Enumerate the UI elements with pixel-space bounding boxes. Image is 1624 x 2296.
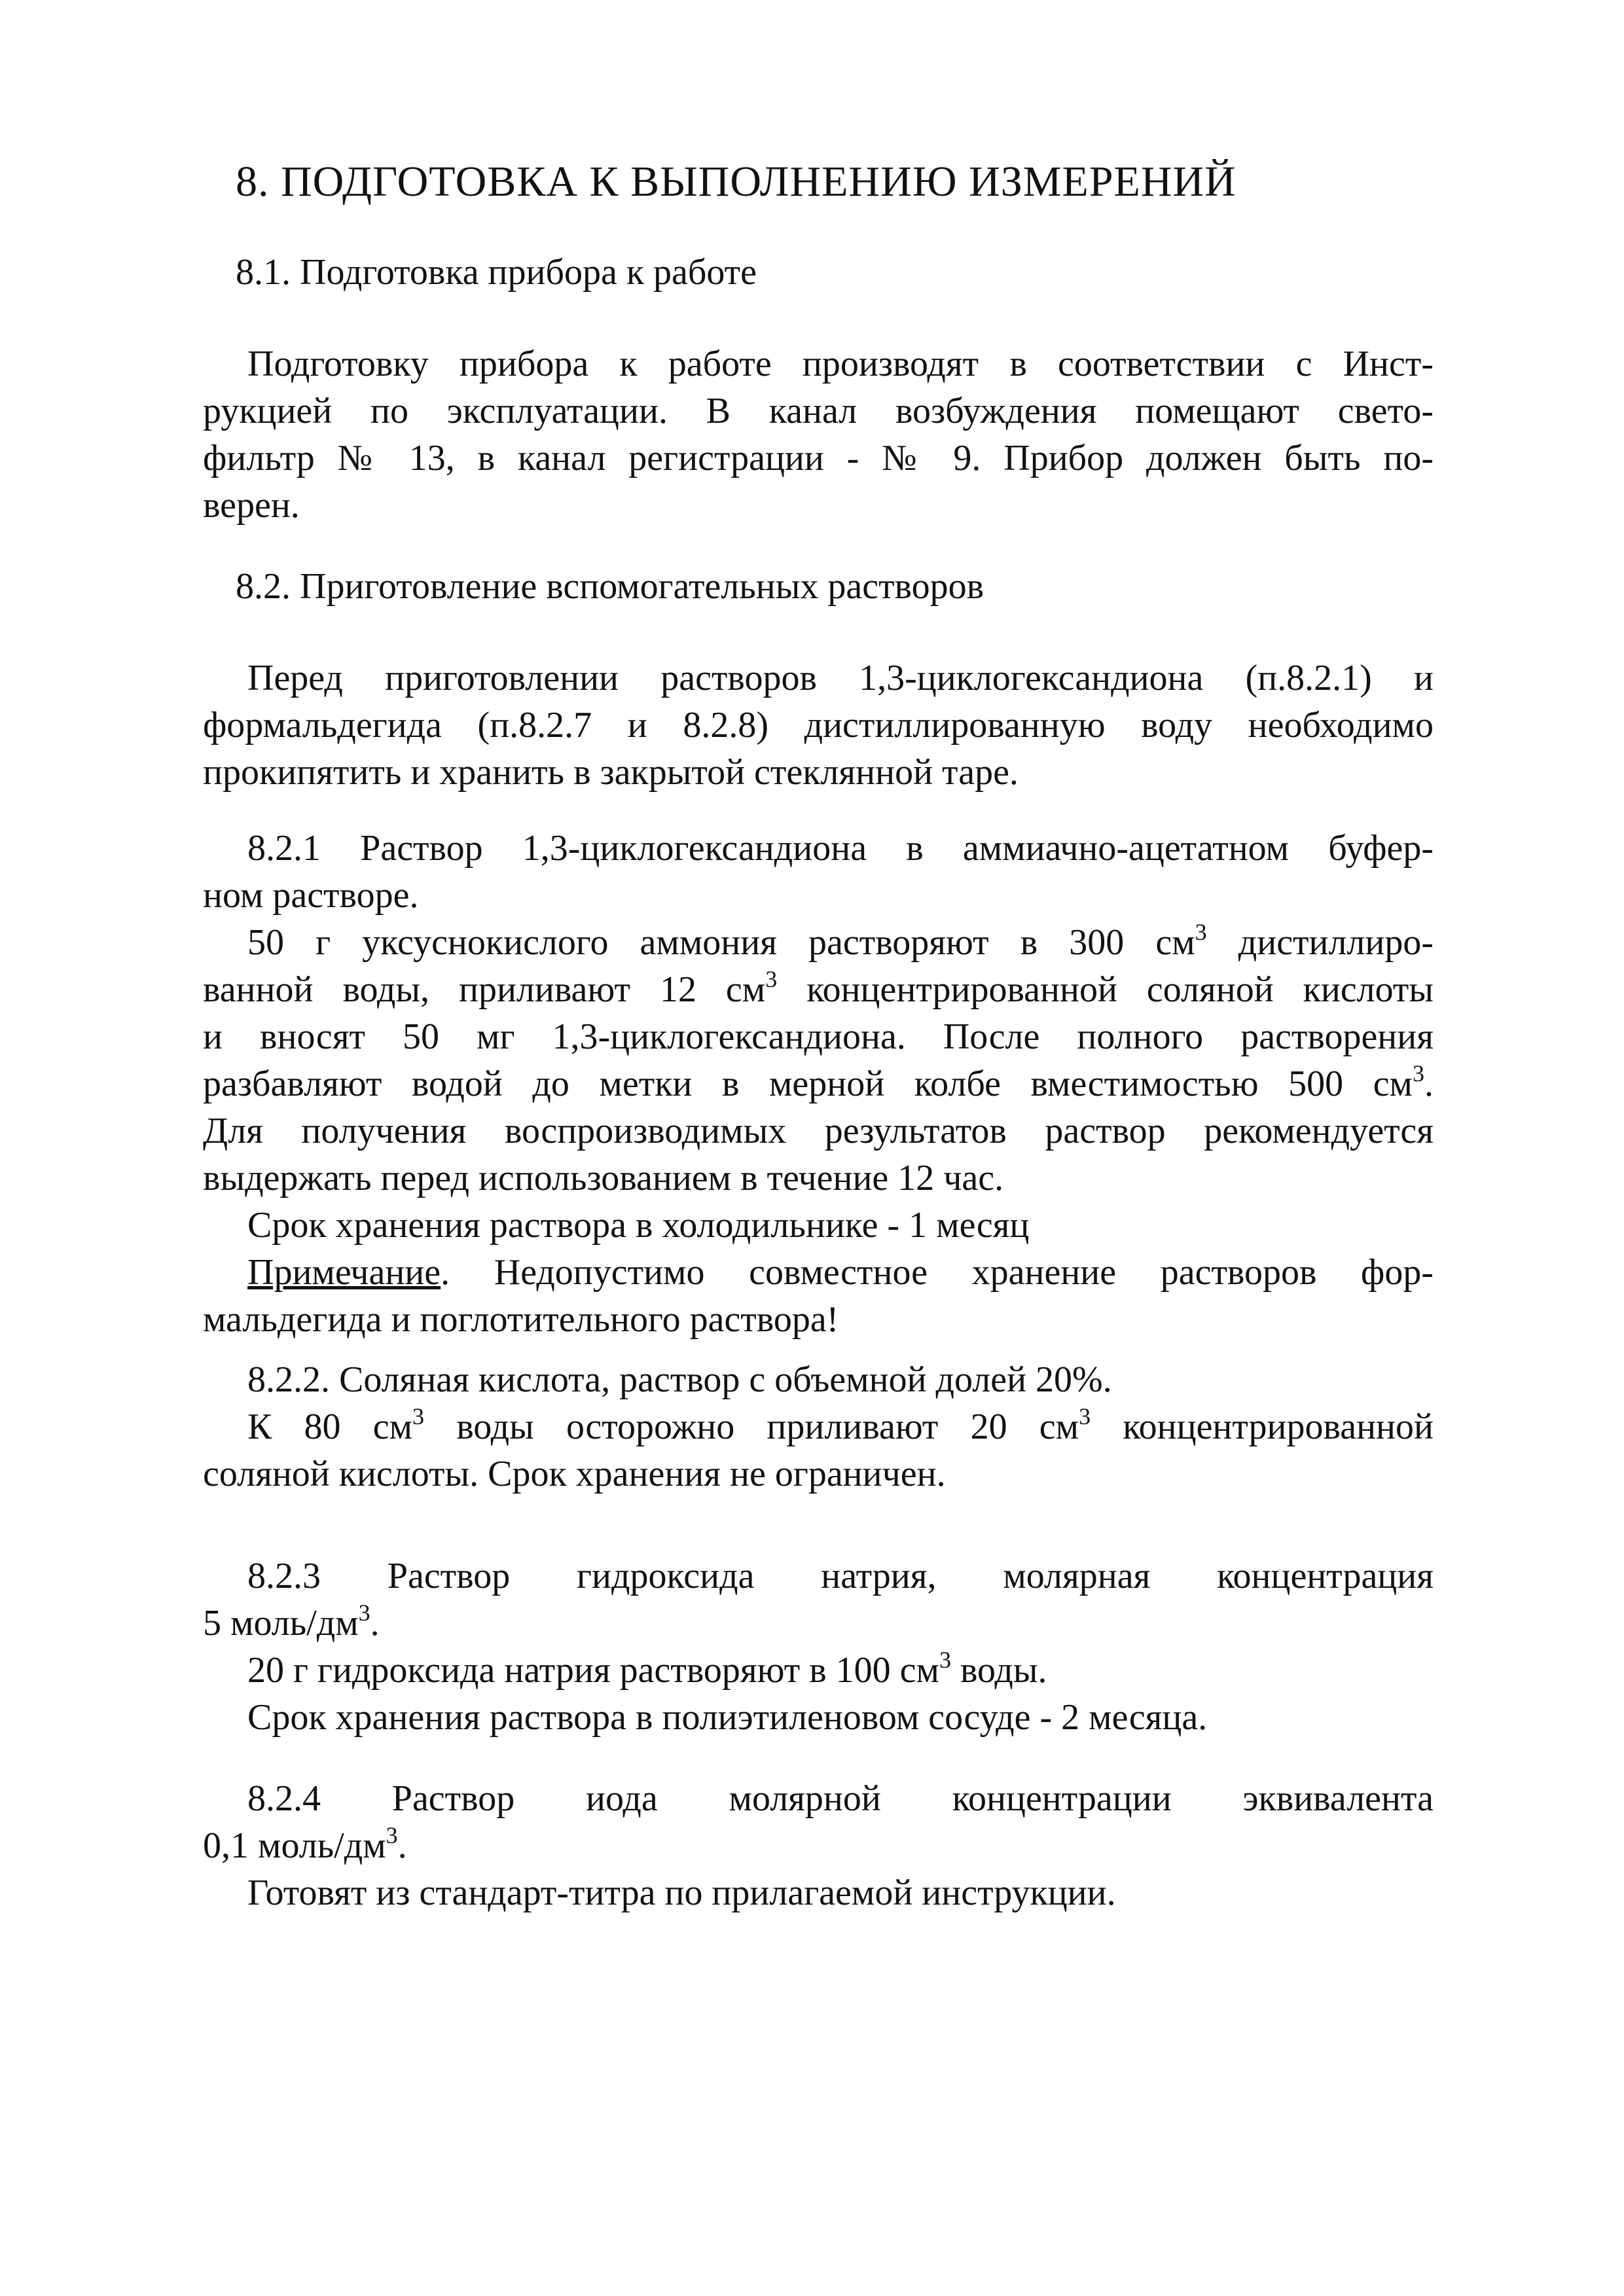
paragraph-line: 50 г уксуснокислого аммония растворяют в 300 $см^3$ дистиллиро- bbox=[247, 919, 1434, 963]
section-8-2-1 bbox=[203, 825, 1434, 1343]
paragraph-line: ном растворе. bbox=[203, 875, 419, 916]
section-heading-block bbox=[203, 156, 1434, 208]
section-8-1-body bbox=[203, 340, 1434, 529]
paragraph-line: прокипятить и хранить в закрытой стеклянной таре. bbox=[203, 752, 1019, 793]
paragraph-line: Срок хранения раствора в холодильнике - 1 месяц bbox=[247, 1205, 1030, 1246]
paragraph-line: 0,1 моль/$дм^3$. bbox=[203, 1822, 407, 1866]
paragraph-line: 20 г гидроксида натрия растворяют в 100 $см^3$ воды. bbox=[247, 1647, 1047, 1691]
paragraph-line: Подготовку прибора к работе производят в соответствии с Инст- bbox=[247, 344, 1434, 384]
paragraph-line: Срок хранения раствора в полиэтиленовом сосуде - 2 месяца. bbox=[247, 1697, 1208, 1738]
paragraph-line: соляной кислоты. Срок хранения не ограничен. bbox=[203, 1454, 946, 1494]
paragraph-line: Для получения воспроизводимых результатов раствор рекомендуется bbox=[203, 1111, 1434, 1151]
paragraph-line: 5 моль/$дм^3$. bbox=[203, 1600, 380, 1643]
paragraph-line: и вносят 50 мг 1,3-циклогександиона. После полного растворения bbox=[203, 1016, 1434, 1057]
paragraph-line: рукцией по эксплуатации. В канал возбуждения помещают свето- bbox=[203, 391, 1434, 431]
paragraph-line: мальдегида и поглотительного раствора! bbox=[203, 1299, 839, 1340]
page-title: 8. ПОДГОТОВКА К ВЫПОЛНЕНИЮ ИЗМЕРЕНИЙ bbox=[236, 158, 1236, 206]
section-8-2 bbox=[203, 563, 1434, 610]
subsection-8-2-2-title: 8.2.2. Соляная кислота, раствор с объемной долей 20%. bbox=[247, 1359, 1112, 1400]
section-8-2-4 bbox=[203, 1775, 1434, 1916]
section-8-2-title: 8.2. Приготовление вспомогательных растворов bbox=[236, 566, 984, 607]
paragraph-line: фильтр № 13, в канал регистрации - № 9. Прибор должен быть по- bbox=[203, 438, 1434, 478]
paragraph-line: Готовят из стандарт-титра по прилагаемой инструкции. bbox=[247, 1873, 1116, 1913]
paragraph-line: ванной воды, приливают 12 $см^3$ концентрированной соляной кислоты bbox=[203, 966, 1434, 1010]
section-8-2-2 bbox=[203, 1356, 1434, 1498]
subsection-8-2-4-title: 8.2.4 Раствор иода молярной концентрации эквивалента bbox=[247, 1778, 1434, 1819]
section-8-2-3 bbox=[203, 1552, 1434, 1741]
subsection-8-2-1-title: 8.2.1 Раствор 1,3-циклогександиона в аммиачно-ацетатном буфер- bbox=[247, 828, 1434, 869]
subsection-8-2-3-title: 8.2.3 Раствор гидроксида натрия, молярная концентрация bbox=[247, 1556, 1434, 1596]
paragraph-line: выдержать перед использованием в течение 12 час. bbox=[203, 1158, 1004, 1198]
paragraph-line: Перед приготовлении растворов 1,3-циклогександиона (п.8.2.1) и bbox=[247, 658, 1434, 698]
paragraph-line: формальдегида (п.8.2.7 и 8.2.8) дистиллированную воду необходимо bbox=[203, 705, 1434, 745]
paragraph-line: разбавляют водой до метки в мерной колбе вместимостью 500 $см^3$. bbox=[203, 1060, 1434, 1104]
section-8-2-body bbox=[203, 655, 1434, 796]
paragraph-line: К 80 $см^3$ воды осторожно приливают 20 $см^3$ концентрированной bbox=[247, 1403, 1434, 1447]
note-line: Примечание. Недопустимо совместное хранение растворов фор- bbox=[247, 1252, 1434, 1293]
note-label: Примечание bbox=[247, 1252, 441, 1293]
section-8-1 bbox=[203, 249, 1434, 296]
paragraph-line: верен. bbox=[203, 485, 300, 526]
section-8-1-title: 8.1. Подготовка прибора к работе bbox=[236, 252, 757, 293]
